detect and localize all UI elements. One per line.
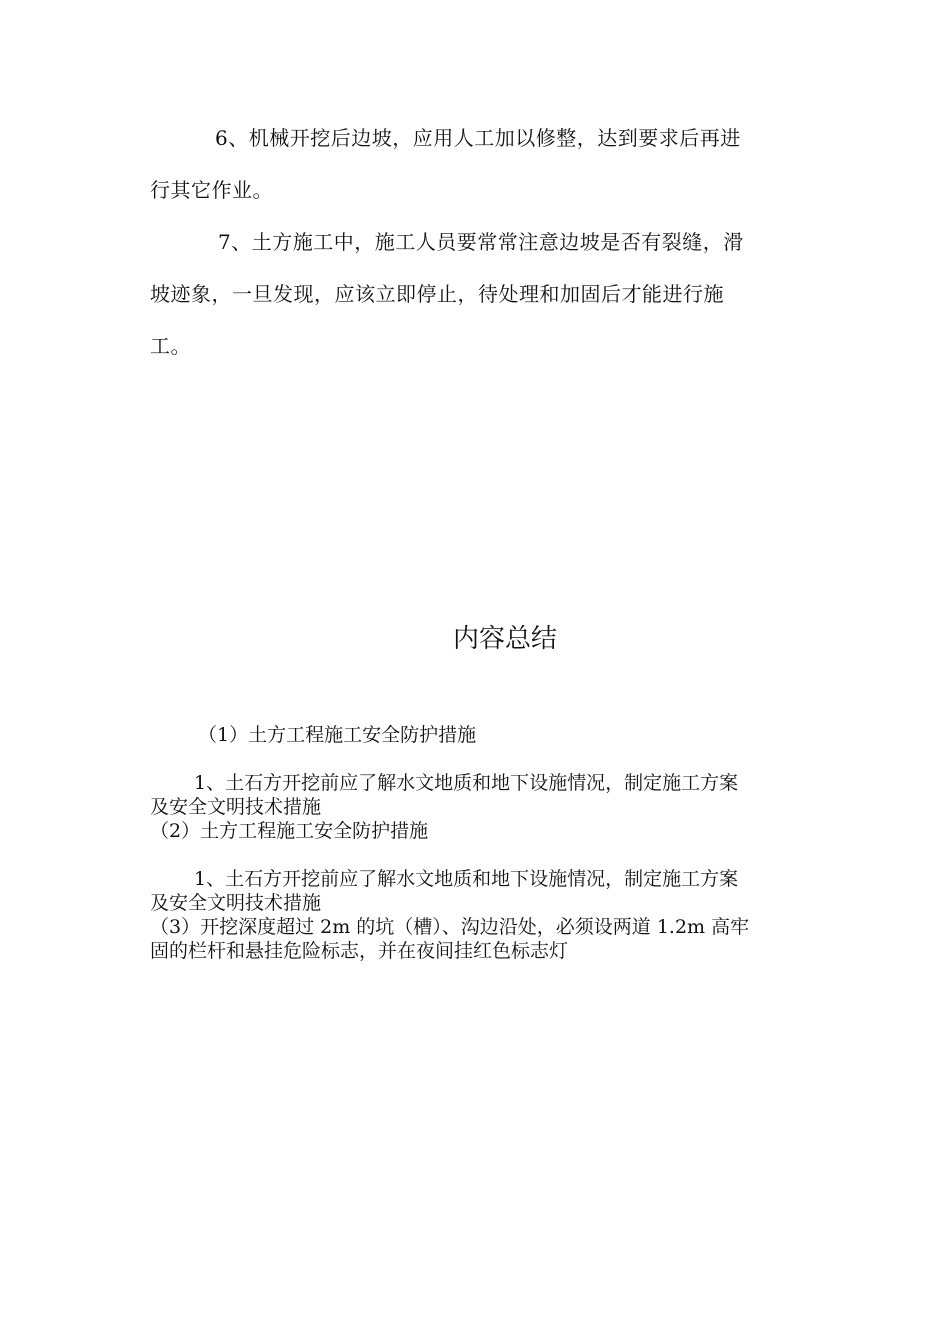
para6-line1: 6、机械开挖后边坡，应用人工加以修整，达到要求后再进 [215, 126, 741, 150]
para7-line1: 7、土方施工中，施工人员要常常注意边坡是否有裂缝，滑 [218, 230, 744, 254]
summary-title: 内容总结 [452, 624, 557, 654]
para7-line2: 坡迹象，一旦发现，应该立即停止，待处理和加固后才能进行施 [150, 282, 724, 306]
summary-item1-heading: （1）土方工程施工安全防护措施 [198, 724, 477, 746]
summary-item3-line2: 固的栏杆和悬挂危险标志，并在夜间挂红色标志灯 [150, 940, 569, 962]
para6-line2: 行其它作业。 [150, 178, 273, 202]
para7-line3: 工。 [150, 334, 191, 358]
summary-item2-text-line2: 及安全文明技术措施 [150, 892, 322, 914]
summary-item3-line1: （3）开挖深度超过 2m 的坑（槽）、沟边沿处，必须设两道 1.2m 高牢 [150, 916, 750, 938]
summary-item2-heading: （2）土方工程施工安全防护措施 [150, 820, 429, 842]
summary-item1-text-line2: 及安全文明技术措施 [150, 796, 322, 818]
summary-item2-text-line1: 1、土石方开挖前应了解水文地质和地下设施情况，制定施工方案 [194, 868, 739, 890]
summary-item1-text-line1: 1、土石方开挖前应了解水文地质和地下设施情况，制定施工方案 [194, 772, 739, 794]
